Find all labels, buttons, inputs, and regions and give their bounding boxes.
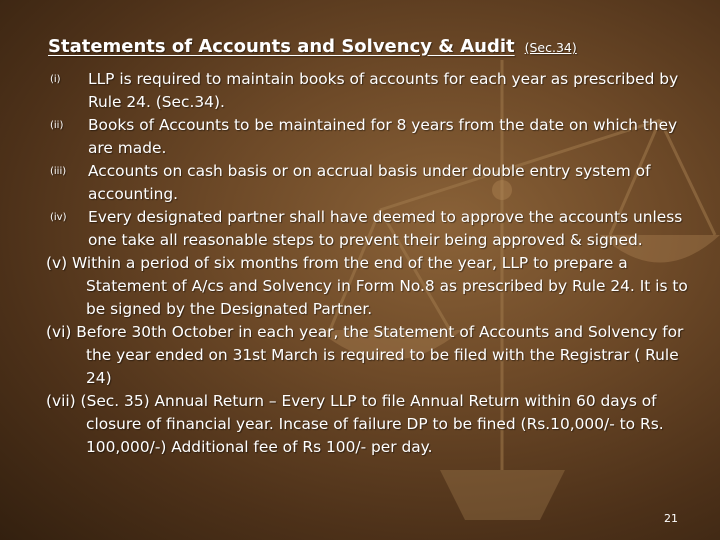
list-item: (vi) Before 30th October in each year, the Statement of Accounts and Solvency for the year ended on 31st March is required to be filed with the Registrar ( Rule 24) bbox=[46, 323, 684, 387]
list-item bbox=[46, 206, 706, 252]
slide-title bbox=[48, 36, 577, 57]
item-text: Accounts on cash basis or on accrual basis under double entry system of accounting. bbox=[88, 162, 651, 203]
list-item: (v) Within a period of six months from the end of the year, LLP to prepare a Statement of A/cs and Solvency in Form No.8 as prescribed by Rule 24. It is to be signed by the Designated Partner. bbox=[46, 254, 688, 318]
item-number: (i) bbox=[50, 74, 61, 85]
list-item: (vii) (Sec. 35) Annual Return – Every LLP to file Annual Return within 60 days of closure of financial year. Incase of failure DP to be fined (Rs.10,000/- to Rs. 100,000/-) Additional fee of Rs 100/- per day. bbox=[46, 392, 664, 456]
item-text: Books of Accounts to be maintained for 8 years from the date on which they are made. bbox=[88, 116, 678, 157]
list-item bbox=[46, 114, 706, 160]
slide-content bbox=[46, 68, 706, 459]
item-number: (iv) bbox=[50, 212, 67, 223]
slide-title-text: Statements of Accounts and Solvency & Audit bbox=[48, 36, 515, 57]
item-text: Every designated partner shall have deemed to approve the accounts unless one take all reasonable steps to prevent their being approved & signed. bbox=[88, 208, 683, 249]
item-number: (iii) bbox=[50, 166, 67, 177]
list-item bbox=[46, 68, 706, 114]
section-reference: (Sec.34) bbox=[524, 40, 577, 55]
list-item bbox=[46, 160, 706, 206]
item-text: LLP is required to maintain books of accounts for each year as prescribed by Rule 24. (Sec.34). bbox=[88, 70, 679, 111]
item-number: (ii) bbox=[50, 120, 64, 131]
page-number: 21 bbox=[664, 512, 678, 525]
